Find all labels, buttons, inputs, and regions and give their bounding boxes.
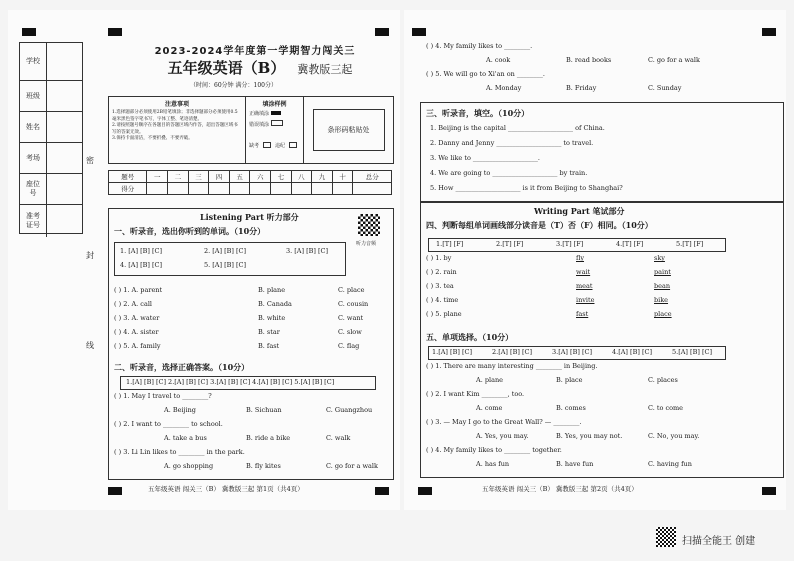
registration-mark	[375, 487, 389, 495]
question-option-c[interactable]: C. Guangzhou	[326, 406, 373, 414]
subject-title	[130, 57, 390, 78]
word-c: paint	[654, 268, 671, 276]
score-cell[interactable]	[229, 183, 250, 195]
registration-mark	[762, 28, 776, 36]
registration-mark	[108, 28, 122, 36]
question-option-c[interactable]: C. places	[648, 376, 678, 384]
word-b: meat	[576, 282, 593, 290]
exam-title: 2023-2024学年度第一学期智力闯关三	[154, 46, 356, 57]
qr-code-icon[interactable]	[358, 214, 380, 236]
seal-mark-xian: 线	[86, 341, 94, 350]
word-c: bean	[654, 282, 671, 290]
question-option-c[interactable]: C. Sunday	[648, 84, 682, 92]
question-option-b[interactable]: B. fast	[258, 342, 280, 350]
class-label: 班级	[26, 91, 40, 100]
question-option-b[interactable]: B. ride a bike	[246, 434, 291, 442]
fill-wrong: 错误填涂	[249, 120, 300, 128]
registration-mark	[418, 487, 432, 495]
score-header-cell: 五	[229, 171, 250, 183]
score-header-cell: 六	[250, 171, 271, 183]
question-option-b[interactable]: B. comes	[556, 404, 586, 412]
fill-blank-line[interactable]: 2. Danny and Jenny ____________________ to travel.	[430, 139, 594, 147]
question-option-b[interactable]: B. Sichuan	[246, 406, 282, 414]
question-option-b[interactable]: B. Canada	[258, 300, 292, 308]
question-option-c[interactable]: C. having fun	[648, 460, 692, 468]
notice-title: 注意事项	[164, 101, 189, 108]
question-option-b[interactable]: B. Friday	[566, 84, 597, 92]
question-option-a[interactable]: A. Beijing	[164, 406, 196, 414]
word-row-a[interactable]: ( ) 4. time	[426, 296, 459, 304]
question-option-b[interactable]: B. place	[556, 376, 583, 384]
ticket-label: 准考证号	[26, 212, 40, 229]
answer-option[interactable]: 2. [A] [B] [C]	[204, 247, 247, 255]
sec2-heading: 二、听录音，选择正确答案。（10分）	[114, 362, 250, 372]
fill-example-title: 填涂样例	[262, 101, 287, 108]
sec4-heading: 四、判断每组单词画线部分读音是（T）否（F）相同。（10分）	[426, 220, 653, 230]
question-stem: ( ) 3. — May I go to the Great Wall? — ________.	[426, 418, 582, 426]
question-option-a[interactable]: A. come	[476, 404, 503, 412]
sec3-heading: 三、听录音，填空。（10分）	[426, 108, 530, 118]
question-option-c[interactable]: C. go for a walk	[326, 462, 378, 470]
answer-option[interactable]: 3. [A] [B] [C]	[286, 247, 329, 255]
answer-option[interactable]: 2.[A] [B] [C]	[492, 348, 532, 356]
score-cell[interactable]	[188, 183, 209, 195]
writing-part-title: Writing Part 笔试部分	[534, 206, 625, 216]
sec1-heading: 一、听录音，选出你听到的单词。（10分）	[114, 226, 266, 236]
seal-mark-mi: 密	[86, 156, 94, 165]
score-header-cell: 二	[168, 171, 189, 183]
registration-mark	[108, 487, 122, 495]
score-cell: 得分	[109, 183, 147, 195]
question-option-b[interactable]: B. fly kites	[246, 462, 281, 470]
fill-blank-line[interactable]: 1. Beijing is the capital ____________________ of China.	[430, 124, 605, 132]
word-b: fast	[576, 310, 589, 318]
class-field[interactable]	[46, 81, 82, 111]
fill-blank-line[interactable]: 5. How ____________________ is it from Beijing to Shanghai?	[430, 184, 623, 192]
word-c: sky	[654, 254, 665, 262]
answer-option[interactable]: 1. [A] [B] [C]	[120, 247, 163, 255]
word-b: invite	[576, 296, 595, 304]
question-option-a[interactable]: ( ) 1. A. parent	[114, 286, 163, 294]
answer-option[interactable]: 4.[A] [B] [C]	[612, 348, 652, 356]
question-stem: ( ) 5. We will go to Xi'an on ________.	[426, 70, 545, 78]
score-cell[interactable]	[312, 183, 333, 195]
fill-correct: 正确填涂	[249, 110, 300, 117]
answer-option[interactable]: 5. [A] [B] [C]	[204, 261, 247, 269]
registration-mark	[375, 28, 389, 36]
question-stem: ( ) 4. My family likes to ________ together.	[426, 446, 562, 454]
exam-room-field[interactable]	[46, 143, 82, 173]
score-header-cell: 四	[209, 171, 230, 183]
question-stem: ( ) 2. I want to ________ to school.	[114, 420, 223, 428]
score-header-cell: 十	[332, 171, 353, 183]
score-cell[interactable]	[271, 183, 292, 195]
score-header-cell: 题号	[109, 171, 147, 183]
binding-info-column	[19, 42, 83, 234]
registration-mark	[412, 28, 426, 36]
notice-line: 1.选择题部分必须使用2B铅笔填涂；非选择题部分必须使用0.5毫米黑色签字笔书写，字体工整、笔迹清楚。	[112, 110, 238, 122]
score-table	[108, 170, 392, 195]
word-b: wait	[576, 268, 591, 276]
name-label: 姓名	[26, 122, 40, 131]
question-option-c[interactable]: C. slow	[338, 328, 362, 336]
question-option-a[interactable]: A. Yes, you may.	[476, 432, 529, 440]
word-row-a[interactable]: ( ) 2. rain	[426, 268, 457, 276]
registration-mark	[762, 487, 776, 495]
seal-mark-feng: 封	[86, 251, 94, 260]
score-header-cell: 七	[271, 171, 292, 183]
question-option-a[interactable]: ( ) 2. A. call	[114, 300, 152, 308]
question-option-c[interactable]: C. cousin	[338, 300, 369, 308]
question-option-c[interactable]: C. flag	[338, 342, 360, 350]
scanner-label: 扫描全能王 创建	[682, 536, 756, 547]
question-option-a[interactable]: A. go shopping	[164, 462, 214, 470]
question-option-c[interactable]: C. place	[338, 286, 365, 294]
question-stem: ( ) 3. Li Lin likes to ________ in the park.	[114, 448, 245, 456]
score-header-cell: 八	[291, 171, 312, 183]
fill-blank-line[interactable]: 4. We are going to ____________________ by train.	[430, 169, 588, 177]
score-header-cell: 三	[188, 171, 209, 183]
score-cell[interactable]	[209, 183, 230, 195]
question-option-a[interactable]: A. take a bus	[164, 434, 207, 442]
word-row-a[interactable]: ( ) 5. plane	[426, 310, 462, 318]
question-stem: ( ) 1. May I travel to ________?	[114, 392, 212, 400]
school-field[interactable]	[46, 43, 82, 80]
word-c: place	[654, 310, 672, 318]
question-option-c[interactable]: C. walk	[326, 434, 351, 442]
question-option-b[interactable]: B. read books	[566, 56, 612, 64]
question-option-c[interactable]: C. go for a walk	[648, 56, 700, 64]
scanner-qr-icon	[656, 527, 676, 547]
notice-line: 3.保持卡面清洁，不要折叠、不要弄破。	[112, 136, 193, 141]
score-cell[interactable]	[353, 183, 392, 195]
score-cell[interactable]	[147, 183, 168, 195]
question-option-a[interactable]: A. cook	[486, 56, 511, 64]
name-field[interactable]	[46, 112, 82, 142]
notice-line: 2.请按照题号顺序在各题目的答题区域内作答，超出答题区域书写的答案无效。	[112, 123, 238, 135]
score-cell[interactable]	[332, 183, 353, 195]
time-info: （时间：60分钟 满分：100分）	[190, 82, 277, 89]
score-cell[interactable]	[250, 183, 271, 195]
question-stem: ( ) 2. I want Kim ________, too.	[426, 390, 525, 398]
ticket-field[interactable]	[46, 205, 82, 237]
question-option-b[interactable]: B. have fun	[556, 460, 594, 468]
answer-option[interactable]: 3.[T] [F]	[556, 240, 584, 248]
answer-option[interactable]: 3.[A] [B] [C]	[552, 348, 592, 356]
seat-field[interactable]	[46, 174, 82, 204]
word-row-a[interactable]: ( ) 3. tea	[426, 282, 454, 290]
question-option-a[interactable]: A. plane	[476, 376, 503, 384]
page2-footer: 五年级英语 闯关三（B） 冀教版三起 第2页（共4页）	[482, 485, 638, 493]
question-option-c[interactable]: C. to come	[648, 404, 684, 412]
question-option-b[interactable]: B. star	[258, 328, 280, 336]
score-cell[interactable]	[168, 183, 189, 195]
question-option-a[interactable]: A. has fun	[476, 460, 510, 468]
score-cell[interactable]	[291, 183, 312, 195]
answer-option[interactable]: 5.[A] [B] [C]	[672, 348, 712, 356]
word-row-a[interactable]: ( ) 1. by	[426, 254, 452, 262]
question-option-c[interactable]: C. No, you may.	[648, 432, 700, 440]
answer-option[interactable]: 1.[A] [B] [C]	[432, 348, 472, 356]
listening-qr-label: 听力音频	[356, 241, 377, 247]
question-stem: ( ) 4. My family likes to ________.	[426, 42, 533, 50]
word-c: bike	[654, 296, 669, 304]
question-option-a[interactable]: ( ) 3. A. water	[114, 314, 160, 322]
question-option-b[interactable]: B. white	[258, 314, 286, 322]
notice-box	[108, 96, 394, 164]
question-stem: ( ) 1. There are many interesting ________ in Beijing.	[426, 362, 598, 370]
answer-option[interactable]: 2.[T] [F]	[496, 240, 524, 248]
question-option-b[interactable]: B. plane	[258, 286, 286, 294]
seat-label: 座位号	[26, 180, 40, 197]
question-option-b[interactable]: B. Yes, you may not.	[556, 432, 623, 440]
score-header-cell: 总分	[353, 171, 392, 183]
subject-name: 五年级英语（B）	[167, 59, 286, 77]
listening-part-title: Listening Part 听力部分	[200, 212, 299, 222]
edition: 冀教版三起	[297, 63, 353, 76]
question-option-a[interactable]: ( ) 5. A. family	[114, 342, 161, 350]
school-label: 学校	[26, 57, 40, 65]
barcode-area: 条形码粘贴处	[313, 109, 385, 151]
question-option-a[interactable]: ( ) 4. A. sister	[114, 328, 159, 336]
answer-option[interactable]: 4.[T] [F]	[616, 240, 644, 248]
answer-option[interactable]: 4. [A] [B] [C]	[120, 261, 163, 269]
sec5-heading: 五、单项选择。（10分）	[426, 332, 514, 342]
score-header-cell: 一	[147, 171, 168, 183]
score-header-cell: 九	[312, 171, 333, 183]
question-option-c[interactable]: C. want	[338, 314, 364, 322]
fill-blank-line[interactable]: 3. We like to ____________________.	[430, 154, 540, 162]
exam-room-label: 考场	[26, 153, 40, 162]
answer-option[interactable]: 5.[T] [F]	[676, 240, 704, 248]
page1-footer: 五年级英语 闯关三（B） 冀教版三起 第1页（共4页）	[148, 485, 304, 493]
answer-options[interactable]: 1.[A] [B] [C] 2.[A] [B] [C] 3.[A] [B] [C] 4.[A] [B] [C] 5.[A] [B] [C]	[126, 378, 335, 386]
answer-option[interactable]: 1.[T] [F]	[436, 240, 464, 248]
word-b: fly	[576, 254, 585, 262]
absence-row: 缺考 违纪	[249, 142, 300, 149]
question-option-a[interactable]: A. Monday	[486, 84, 522, 92]
registration-mark	[22, 28, 36, 36]
